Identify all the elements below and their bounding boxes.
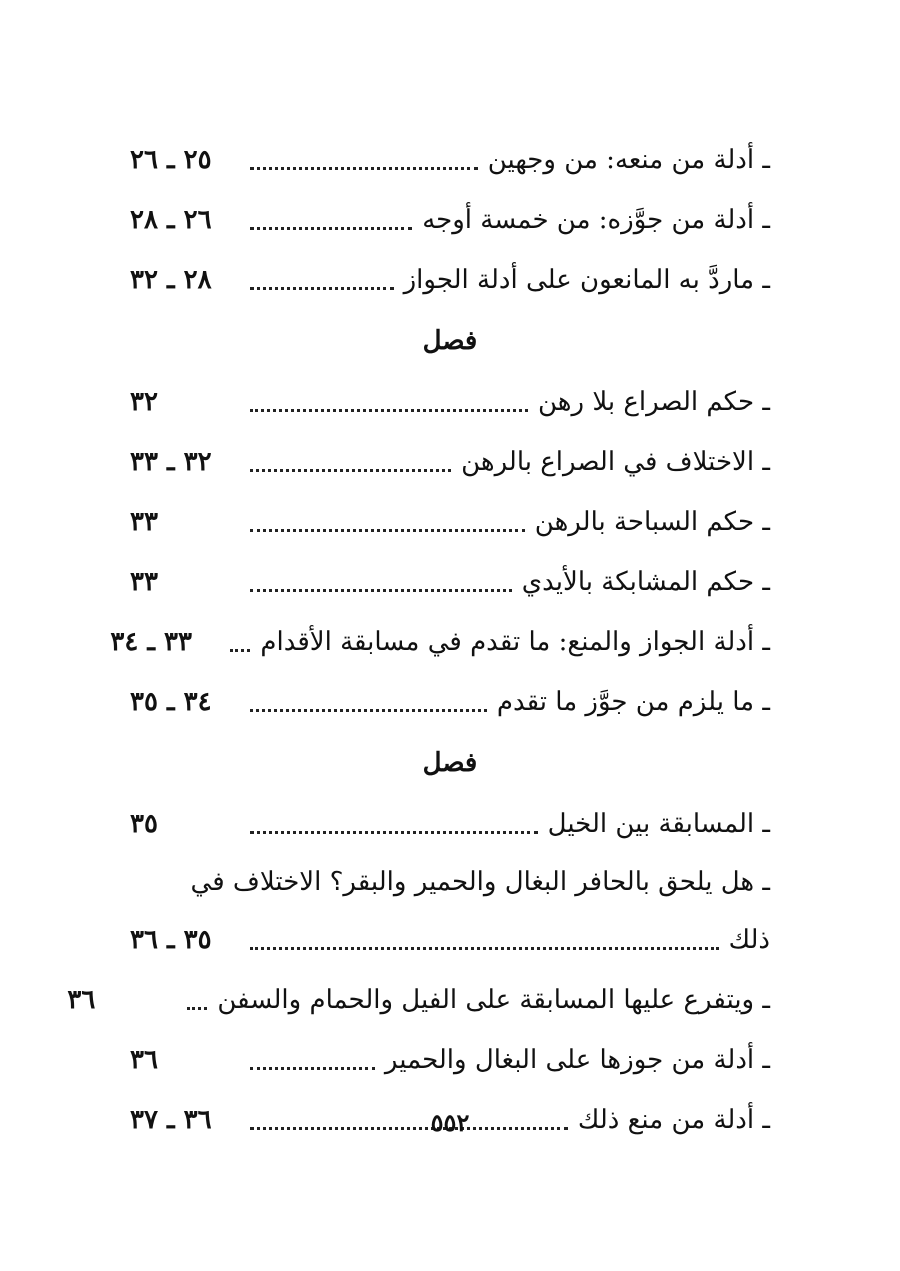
toc-entry-title: ـ ويتفرع عليها المسابقة على الفيل والحمام والسفن bbox=[217, 985, 770, 1015]
toc-entry-pages: ٣٦ ـ ٣٧ bbox=[130, 1105, 212, 1135]
toc-entry bbox=[130, 552, 770, 612]
leader-dots bbox=[250, 469, 451, 472]
leader-dots bbox=[250, 947, 719, 950]
toc-entry-title: ـ حكم الصراع بلا رهن bbox=[538, 387, 770, 417]
toc-entry-title: ـ حكم السباحة بالرهن bbox=[534, 507, 770, 537]
leader-dots bbox=[250, 529, 525, 532]
toc-entry-pages: ٢٦ ـ ٢٨ bbox=[130, 205, 212, 235]
toc-entry-title: ـ الاختلاف في الصراع بالرهن bbox=[461, 447, 770, 477]
toc-entry-title: ـ المسابقة بين الخيل bbox=[547, 809, 770, 839]
toc-entry-title: ـ ماردَّ به المانعون على أدلة الجواز bbox=[403, 265, 770, 295]
toc-entry bbox=[130, 492, 770, 552]
toc-entry bbox=[130, 1030, 770, 1090]
toc-entry-continuation bbox=[130, 910, 770, 970]
toc-entry bbox=[130, 372, 770, 432]
toc-entry-pages: ٣٥ bbox=[130, 809, 158, 839]
toc-entry bbox=[130, 432, 770, 492]
toc-entry bbox=[110, 612, 770, 672]
toc-entry-title: ـ هل يلحق بالحافر البغال والحمير والبقر؟ الاختلاف في bbox=[190, 867, 770, 897]
toc-entry-pages: ٣٣ bbox=[130, 507, 158, 537]
toc-entry-title: ـ أدلة من جوَّزه: من خمسة أوجه bbox=[422, 205, 770, 235]
toc-entry-title: ـ حكم المشابكة بالأيدي bbox=[521, 567, 770, 597]
toc-entry-first-line bbox=[130, 854, 770, 910]
toc-entry-pages: ٣٦ bbox=[67, 985, 96, 1015]
toc-entry bbox=[130, 672, 770, 732]
toc-entry-pages: ٣٣ bbox=[130, 567, 158, 597]
toc-entry-pages: ٣٣ ـ ٣٤ bbox=[110, 627, 192, 657]
toc-entry-title: ـ ما يلزم من جوَّز ما تقدم bbox=[496, 687, 770, 717]
toc-entry bbox=[130, 130, 770, 190]
toc-entry-title: ـ أدلة من جوزها على البغال والحمير bbox=[384, 1045, 770, 1075]
leader-dots bbox=[250, 589, 512, 592]
section-heading: فصل bbox=[422, 326, 478, 356]
toc-entry-pages: ٣٦ bbox=[130, 1045, 158, 1075]
toc-entry-pages: ٢٨ ـ ٣٢ bbox=[130, 265, 212, 295]
table-of-contents bbox=[67, 130, 770, 1150]
toc-entry-title: ـ أدلة من منع ذلك bbox=[577, 1105, 770, 1135]
toc-entry bbox=[67, 970, 770, 1030]
leader-dots bbox=[250, 1067, 375, 1070]
toc-entry-pages: ٢٥ ـ ٢٦ bbox=[130, 145, 212, 175]
toc-entry-pages: ٣٢ ـ ٣٣ bbox=[130, 447, 212, 477]
leader-dots bbox=[250, 227, 412, 230]
toc-entry-title: ـ أدلة من منعه: من وجهين bbox=[487, 145, 770, 175]
toc-entry-title: ـ أدلة الجواز والمنع: ما تقدم في مسابقة الأقدام bbox=[260, 627, 770, 657]
leader-dots bbox=[230, 649, 250, 652]
leader-dots bbox=[250, 409, 528, 412]
section-heading: فصل bbox=[422, 748, 478, 778]
toc-entry-pages: ٣٤ ـ ٣٥ bbox=[130, 687, 212, 717]
toc-entry bbox=[130, 190, 770, 250]
page-number: ٥٥٢ bbox=[430, 1108, 470, 1137]
leader-dots bbox=[250, 709, 487, 712]
leader-dots bbox=[250, 287, 394, 290]
toc-entry bbox=[130, 250, 770, 310]
leader-dots bbox=[187, 1007, 207, 1010]
leader-dots bbox=[250, 167, 478, 170]
toc-entry-pages: ٣٥ ـ ٣٦ bbox=[130, 925, 212, 955]
leader-dots bbox=[250, 831, 538, 834]
toc-entry-pages: ٣٢ bbox=[130, 387, 158, 417]
toc-entry-title: ذلك bbox=[728, 925, 770, 955]
toc-entry bbox=[130, 794, 770, 854]
